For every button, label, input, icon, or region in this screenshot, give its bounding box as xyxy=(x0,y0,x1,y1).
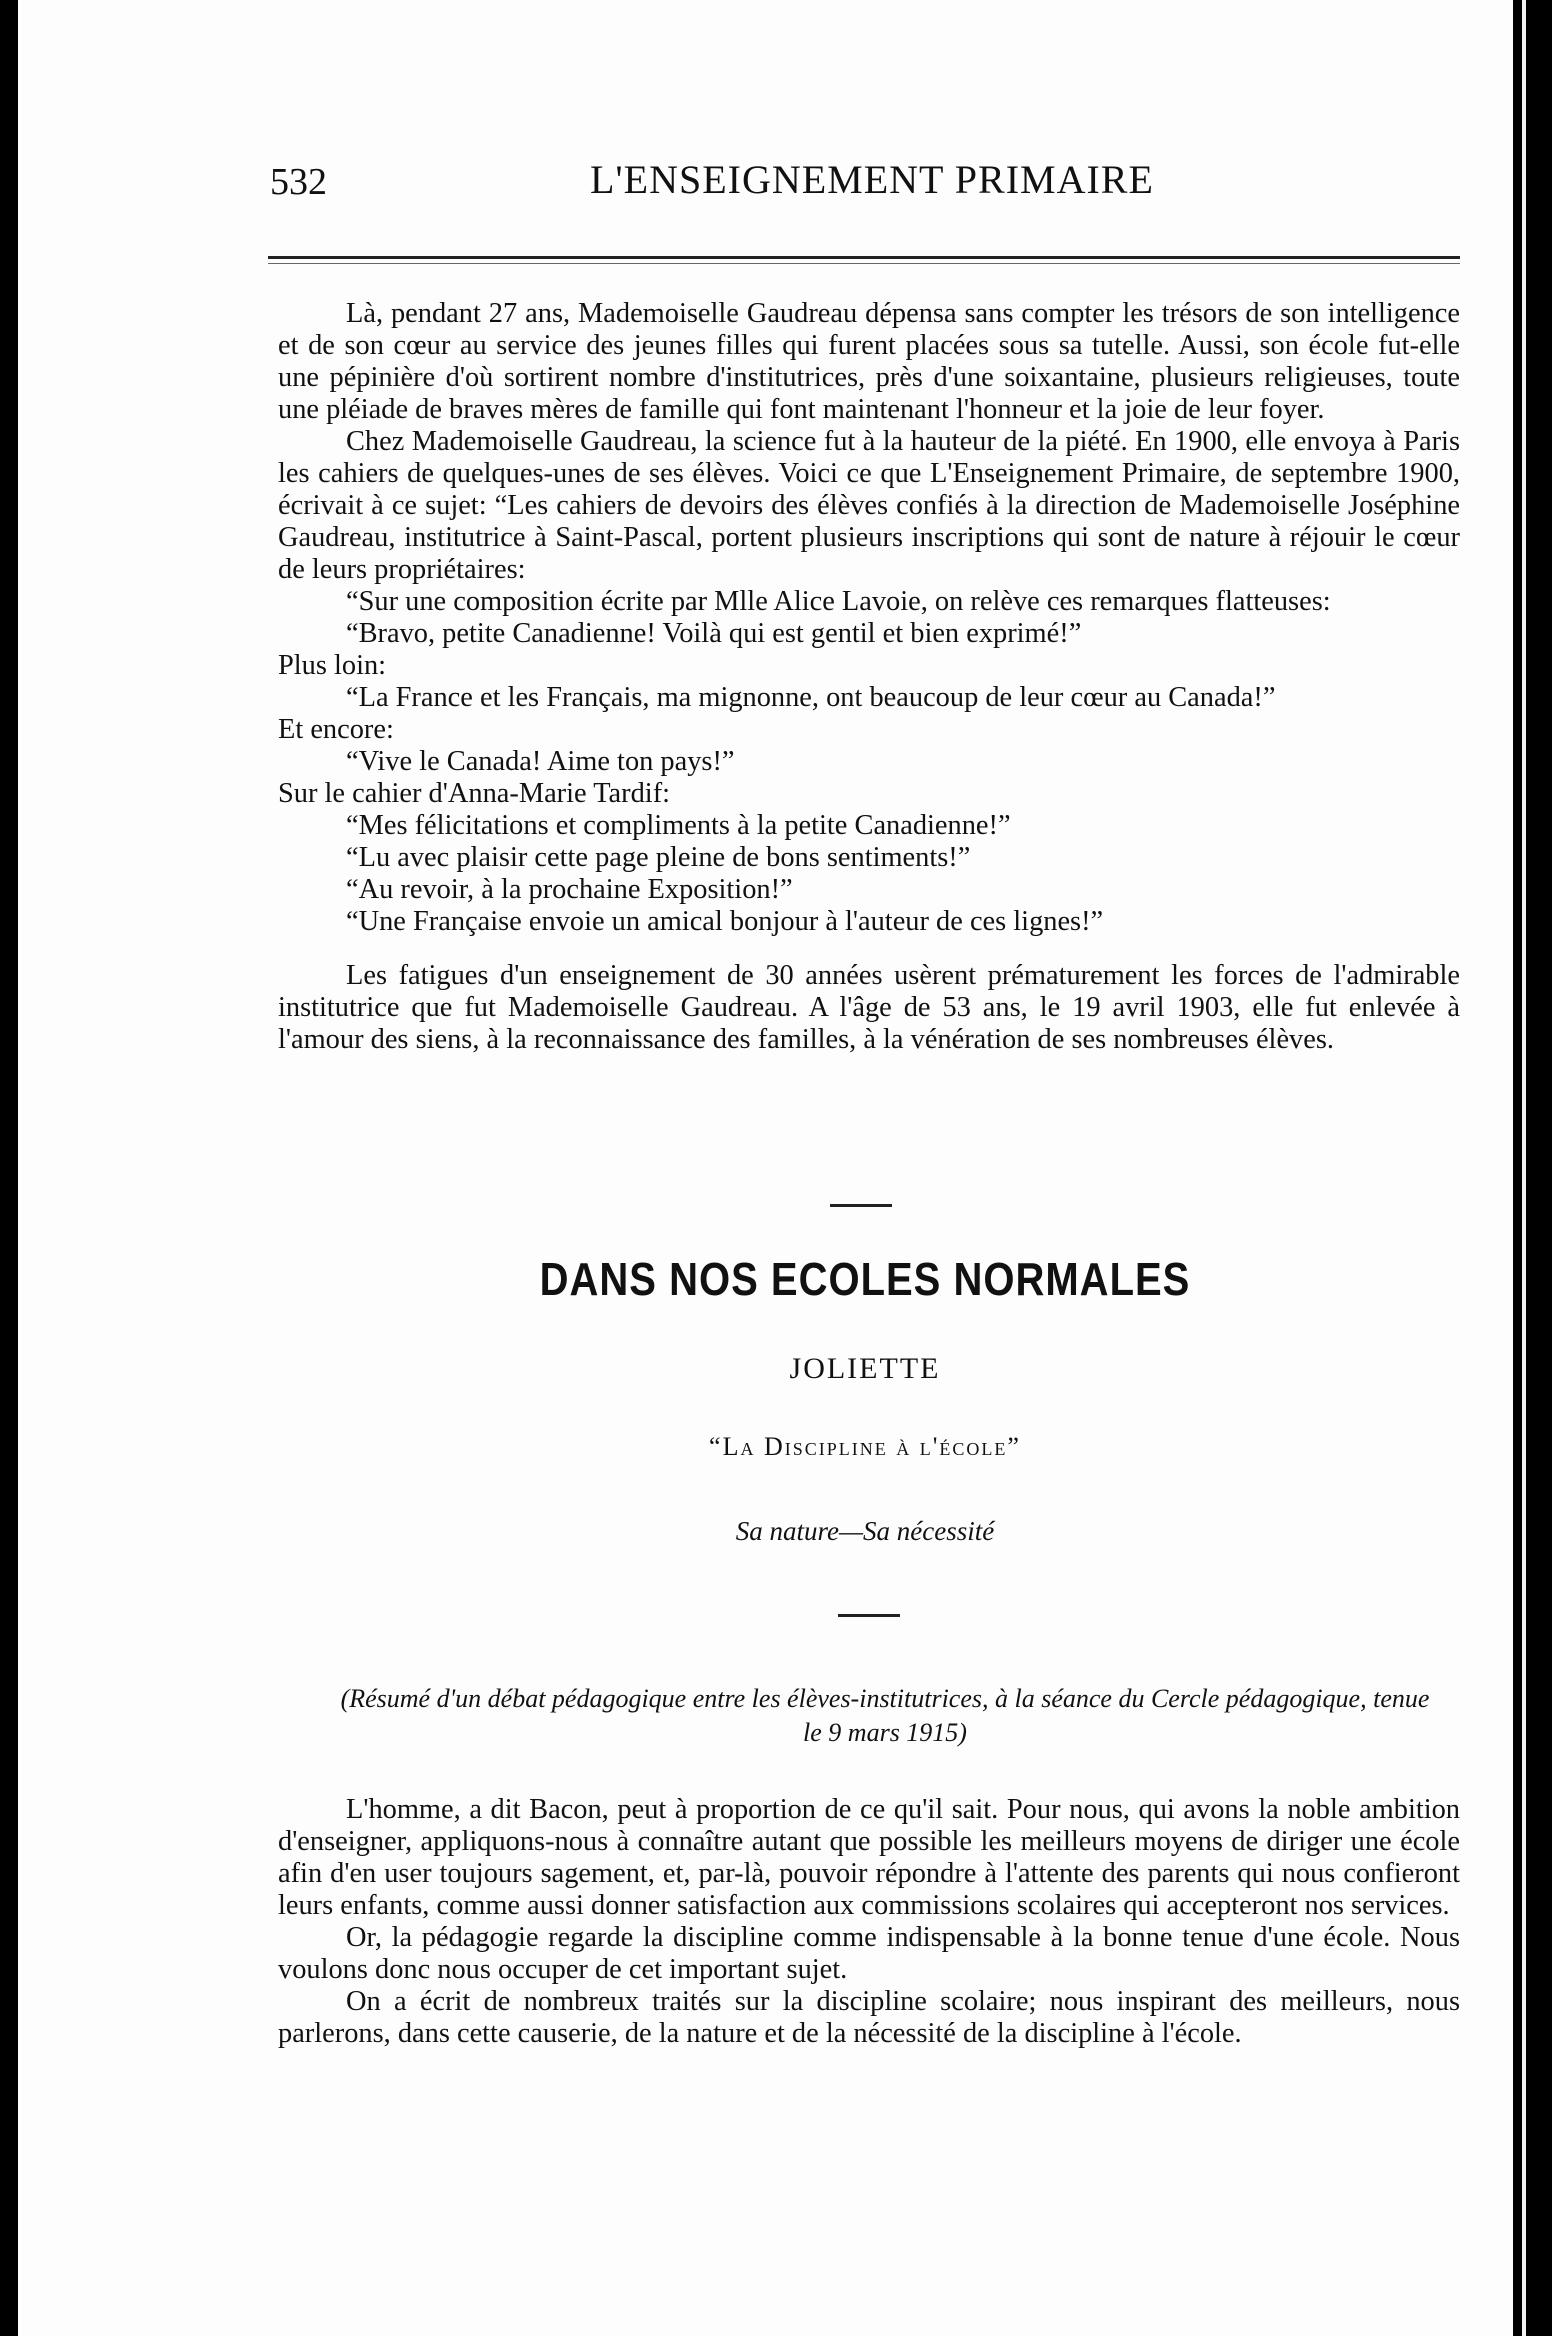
paragraph: Or, la pédagogie regarde la discipline comme indispensable à la bonne tenue d'une école. Nous voulons donc nous occuper de cet important sujet. xyxy=(278,1922,1460,1985)
article-gaudreau xyxy=(278,298,1460,1056)
paragraph: Chez Mademoiselle Gaudreau, la science fut à la hauteur de la piété. En 1900, elle envoya à Paris les cahiers de quelques-unes de ses élèves. Voici ce que L'Enseignement Primaire, de septembre 1900, écrivait à ce sujet: “Les cahiers de devoirs des élèves confiés à la direction de Mademoiselle Joséphine Gaudreau, institutrice à Saint-Pascal, portent plusieurs inscriptions qui sont de nature à réjouir le cœur de leurs propriétaires: xyxy=(278,426,1460,585)
header-rule xyxy=(268,256,1460,259)
paragraph: Là, pendant 27 ans, Mademoiselle Gaudreau dépensa sans compter les trésors de son intelligence et de son cœur au service des jeunes filles qui furent placées sous sa tutelle. Aussi, son école fut-elle une pépinière d'où sortirent nombre d'institutrices, près d'une soixantaine, plusieurs religieuses, toute une pléiade de braves mères de famille qui font maintenant l'honneur et la joie de leur foyer. xyxy=(278,298,1460,425)
lead-line: Plus loin: xyxy=(278,650,387,681)
scan-border xyxy=(1515,0,1552,2336)
section-subtitle: Sa nature—Sa nécessité xyxy=(735,1516,995,1546)
quote: “Une Française envoie un amical bonjour à l'auteur de ces lignes!” xyxy=(346,906,1104,937)
paragraph: L'homme, a dit Bacon, peut à proportion de ce qu'il sait. Pour nous, qui avons la noble ambition d'enseigner, appliquons-nous à connaître autant que possible les meilleurs moyens de diriger une école afin d'en user toujours sagement, et, par-là, pouvoir répondre à l'attente des parents qui nous confieront leurs enfants, comme aussi donner satisfaction aux commissions scolaires qui accepteront nos services. xyxy=(278,1794,1460,1921)
page-header xyxy=(270,157,1460,220)
quote: “Lu avec plaisir cette page pleine de bons sentiments!” xyxy=(346,842,971,873)
article-discipline xyxy=(278,1794,1460,2050)
running-title: L'ENSEIGNEMENT PRIMAIRE xyxy=(590,157,1154,202)
section-divider xyxy=(830,1204,892,1207)
quote: “Vive le Canada! Aime ton pays!” xyxy=(346,746,735,777)
quote: “Mes félicitations et compliments à la petite Canadienne!” xyxy=(346,810,1011,841)
abstract: (Résumé d'un débat pédagogique entre les élèves-institutrices, à la séance du Cercle pédagogique, tenue le 9 mars 1915) xyxy=(340,1684,1430,1747)
quote: “Bravo, petite Canadienne! Voilà qui est gentil et bien exprimé!” xyxy=(346,618,1082,649)
paragraph: Les fatigues d'un enseignement de 30 années usèrent prématurement les forces de l'admirable institutrice que fut Mademoiselle Gaudreau. A l'âge de 53 ans, le 19 avril 1903, elle fut enlevée à l'amour des siens, à la reconnaissance des familles, à la vénération de ses nombreuses élèves. xyxy=(278,960,1460,1055)
header-rule-thin xyxy=(268,263,1460,264)
section-subject: “La Discipline à l'école” xyxy=(709,1432,1021,1461)
quote: “La France et les Français, ma mignonne, ont beaucoup de leur cœur au Canada!” xyxy=(346,682,1276,713)
paragraph: On a écrit de nombreux traités sur la discipline scolaire; nous inspirant des meilleurs, nous parlerons, dans cette causerie, de la nature et de la nécessité de la discipline à l'école. xyxy=(278,1986,1460,2049)
lead-line: Sur le cahier d'Anna-Marie Tardif: xyxy=(278,778,671,809)
section-divider xyxy=(838,1614,900,1617)
lead-line: Et encore: xyxy=(278,714,394,745)
quote: “Au revoir, à la prochaine Exposition!” xyxy=(346,874,793,905)
page-number: 532 xyxy=(270,161,327,203)
section-title: DANS NOS ECOLES NORMALES xyxy=(539,1254,1191,1306)
quote: “Sur une composition écrite par Mlle Alice Lavoie, on relève ces remarques flatteuses: xyxy=(346,586,1331,617)
section-place: JOLIETTE xyxy=(789,1352,941,1385)
page-edge xyxy=(1522,0,1526,2336)
